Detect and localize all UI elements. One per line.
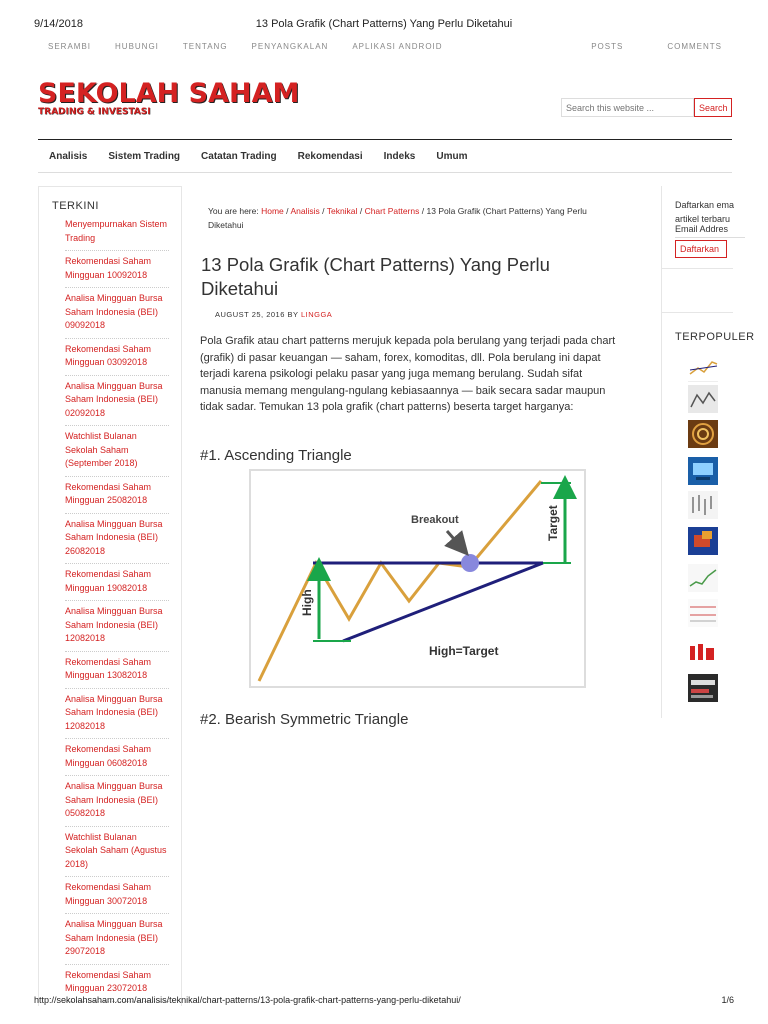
breadcrumb-separator: / xyxy=(286,206,289,216)
recent-post-link[interactable]: Rekomendasi Saham Mingguan 30072018 xyxy=(65,880,169,914)
recent-post-link[interactable]: Analisa Mingguan Bursa Saham Indonesia (BEI) 02092018 xyxy=(65,379,169,427)
map-thumbnail-icon xyxy=(688,527,718,555)
site-tagline: TRADING & INVESTASI xyxy=(38,107,151,117)
nav-catatan-trading[interactable]: Catatan Trading xyxy=(201,150,277,162)
breadcrumb-home[interactable]: Home xyxy=(261,206,284,216)
topnav-serambi[interactable]: SERAMBI xyxy=(48,42,92,51)
top-navigation xyxy=(48,42,732,54)
chart-thumbnail-icon xyxy=(688,599,718,627)
search-form xyxy=(561,98,732,117)
ascending-triangle-figure xyxy=(249,469,586,688)
subscribe-button[interactable]: Daftarkan xyxy=(675,240,727,258)
recent-post-link[interactable]: Rekomendasi Saham Mingguan 13082018 xyxy=(65,655,169,689)
recent-posts-sidebar xyxy=(38,186,182,1006)
recent-post-link[interactable]: Analisa Mingguan Bursa Saham Indonesia (BEI) 05082018 xyxy=(65,779,169,827)
topnav-comments[interactable]: COMMENTS xyxy=(667,42,722,51)
logo-thumbnail-icon xyxy=(688,638,718,666)
breadcrumb xyxy=(208,204,608,232)
breadcrumb-separator: / xyxy=(359,206,363,216)
post-title: 13 Pola Grafik (Chart Patterns) Yang Perlu Diketahui xyxy=(201,254,550,299)
popular-post-thumbnail[interactable] xyxy=(688,420,718,448)
popular-post-thumbnail[interactable] xyxy=(688,354,718,382)
popular-post-thumbnail[interactable] xyxy=(688,599,718,627)
breadcrumb-analisis[interactable]: Analisis xyxy=(290,206,320,216)
popular-post-thumbnail[interactable] xyxy=(688,491,718,519)
breakout-point xyxy=(461,554,479,572)
topnav-tentang[interactable]: TENTANG xyxy=(182,42,228,51)
recent-post-link[interactable]: Analisa Mingguan Bursa Saham Indonesia (BEI) 12082018 xyxy=(65,604,169,652)
breadcrumb-chart-patterns[interactable]: Chart Patterns xyxy=(364,206,420,216)
popular-post-thumbnail[interactable] xyxy=(688,385,718,413)
print-header xyxy=(34,18,734,32)
target-label: Target xyxy=(546,505,560,541)
site-logo[interactable] xyxy=(38,78,299,117)
sidebar-divider xyxy=(662,268,733,313)
popular-post-thumbnail[interactable] xyxy=(688,527,718,555)
breadcrumb-separator: / xyxy=(421,206,425,216)
topnav-posts[interactable]: POSTS xyxy=(591,42,624,51)
print-title: 13 Pola Grafik (Chart Patterns) Yang Perlu Diketahui xyxy=(255,18,513,30)
post-date: AUGUST 25, 2016 xyxy=(215,310,285,319)
post-intro: Pola Grafik atau chart patterns merujuk kepada pola berulang yang terjadi pada chart (grafik) di pasar keuangan — saham, forex, komoditas, dll. Pola berulang ini dapat terjadi karena psikologi pelaku pasar yang juga memang berulang. Sudah sifat manusia memang mengulang-ngulang kebiasaannya — baik secara sadar maupun tidak sadar. Temukan 13 pola grafik (chart patterns) beserta target harganya: xyxy=(200,335,616,413)
popular-posts-heading: TERPOPULER xyxy=(675,331,755,343)
recent-post-link[interactable]: Rekomendasi Saham Mingguan 03092018 xyxy=(65,342,169,376)
breakout-label: Breakout xyxy=(411,514,459,526)
newsletter-line-1: Daftarkan ema xyxy=(675,200,735,210)
breakout-pointer xyxy=(447,531,461,547)
main-navigation xyxy=(38,139,732,173)
chart-thumbnail-icon xyxy=(688,354,718,382)
post-by: BY xyxy=(287,310,299,319)
candlestick-thumbnail-icon xyxy=(688,491,718,519)
banner-thumbnail-icon xyxy=(688,674,718,702)
breadcrumb-teknikal[interactable]: Teknikal xyxy=(326,206,358,216)
recent-post-link[interactable]: Watchlist Bulanan Sekolah Saham (September 2018) xyxy=(65,429,169,477)
high-target-label: High=Target xyxy=(429,644,499,658)
topnav-hubungi[interactable]: HUBUNGI xyxy=(115,42,159,51)
nav-rekomendasi[interactable]: Rekomendasi xyxy=(297,150,363,162)
nav-indeks[interactable]: Indeks xyxy=(383,150,416,162)
post-author-link[interactable]: LINGGA xyxy=(300,310,333,319)
post-meta xyxy=(215,310,332,319)
recent-post-link[interactable]: Rekomendasi Saham Mingguan 23072018 xyxy=(65,968,169,1002)
recent-post-link[interactable]: Menyempurnakan Sistem Trading xyxy=(65,217,169,251)
nav-analisis[interactable]: Analisis xyxy=(49,150,88,162)
newsletter-line-2: artikel terbaru xyxy=(675,214,731,224)
chart-thumbnail-icon xyxy=(688,564,718,592)
ascending-triangle-diagram xyxy=(251,471,584,686)
screen-thumbnail-icon xyxy=(688,457,718,485)
recent-post-link[interactable]: Analisa Mingguan Bursa Saham Indonesia (BEI) 12082018 xyxy=(65,692,169,740)
search-button[interactable]: Search xyxy=(694,98,732,117)
section-heading-bearish-symmetric-triangle: #2. Bearish Symmetric Triangle xyxy=(200,711,409,728)
popular-post-thumbnail[interactable] xyxy=(688,674,718,702)
topnav-penyangkalan[interactable]: PENYANGKALAN xyxy=(251,42,329,51)
right-sidebar xyxy=(661,186,755,718)
recent-posts-list xyxy=(65,217,169,1005)
popular-post-thumbnail[interactable] xyxy=(688,564,718,592)
recent-post-link[interactable]: Watchlist Bulanan Sekolah Saham (Agustus 2018) xyxy=(65,830,169,878)
topnav-aplikasi-android[interactable]: APLIKASI ANDROID xyxy=(352,42,443,51)
print-page-number: 1/6 xyxy=(721,995,734,1005)
recent-post-link[interactable]: Rekomendasi Saham Mingguan 10092018 xyxy=(65,254,169,288)
recent-post-link[interactable]: Analisa Mingguan Bursa Saham Indonesia (BEI) 29072018 xyxy=(65,917,169,965)
section-heading-ascending-triangle: #1. Ascending Triangle xyxy=(200,447,352,464)
spiral-thumbnail-icon xyxy=(688,420,718,448)
recent-post-link[interactable]: Rekomendasi Saham Mingguan 25082018 xyxy=(65,480,169,514)
recent-post-link[interactable]: Rekomendasi Saham Mingguan 06082018 xyxy=(65,742,169,776)
popular-post-thumbnail[interactable] xyxy=(688,638,718,666)
popular-post-thumbnail[interactable] xyxy=(688,457,718,485)
site-name[interactable]: SEKOLAH SAHAM xyxy=(38,78,300,109)
breadcrumb-prefix: You are here: xyxy=(208,206,259,216)
recent-post-link[interactable]: Analisa Mingguan Bursa Saham Indonesia (BEI) 09092018 xyxy=(65,291,169,339)
recent-post-link[interactable]: Analisa Mingguan Bursa Saham Indonesia (BEI) 26082018 xyxy=(65,517,169,565)
recent-posts-heading: TERKINI xyxy=(52,200,99,212)
print-url: http://sekolahsaham.com/analisis/teknikal/chart-patterns/13-pola-grafik-chart-patterns-yang-perlu-diketahui/ xyxy=(34,995,461,1005)
breadcrumb-separator: / xyxy=(322,206,325,216)
print-date: 9/14/2018 xyxy=(34,18,83,30)
breadcrumb-current: 13 Pola Grafik (Chart Patterns) Yang Perlu Diketahui xyxy=(208,206,587,230)
newsletter-text xyxy=(675,198,755,226)
high-label: High xyxy=(300,589,314,616)
search-input[interactable] xyxy=(561,98,694,117)
email-field[interactable]: Email Addres xyxy=(675,224,745,238)
nav-sistem-trading[interactable]: Sistem Trading xyxy=(108,150,181,162)
recent-post-link[interactable]: Rekomendasi Saham Mingguan 19082018 xyxy=(65,567,169,601)
chart-thumbnail-icon xyxy=(688,385,718,413)
nav-umum[interactable]: Umum xyxy=(436,150,468,162)
